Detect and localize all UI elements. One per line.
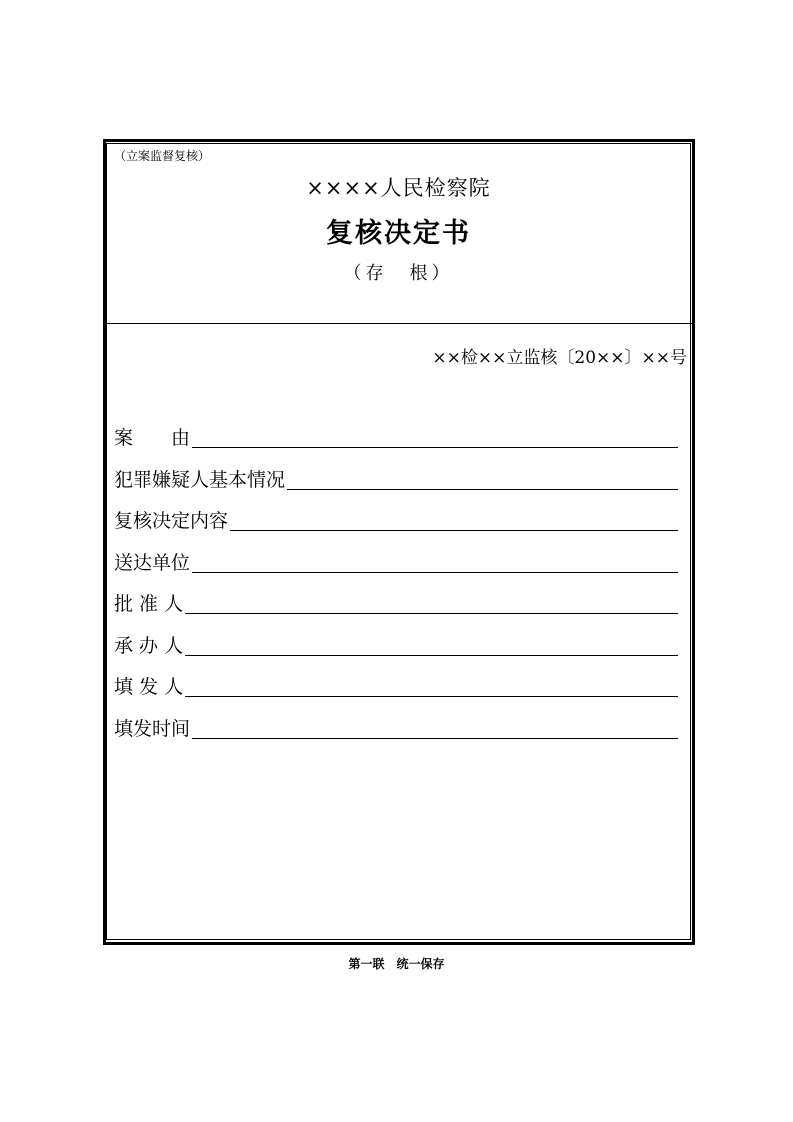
field-suspect-info	[114, 466, 678, 492]
field-label: 批 准 人	[114, 593, 184, 615]
field-delivery-unit	[114, 549, 678, 575]
field-label: 填 发 人	[114, 676, 184, 698]
fill-in-line[interactable]	[230, 508, 678, 531]
fill-in-line[interactable]	[192, 550, 678, 573]
fill-in-line[interactable]	[185, 674, 678, 697]
fill-in-line[interactable]	[185, 591, 678, 614]
field-label: 送达单位	[114, 552, 191, 574]
field-label: 承 办 人	[114, 635, 184, 657]
fill-in-line[interactable]	[192, 425, 678, 448]
form-type-label: （立案监督复核）	[114, 149, 211, 163]
field-issuer	[114, 673, 678, 699]
field-label: 填发时间	[114, 718, 191, 740]
footer-copy-label: 第一联 统一保存	[348, 957, 445, 971]
field-label: 案 由	[114, 427, 191, 449]
field-review-decision	[114, 507, 678, 533]
field-label: 犯罪嫌疑人基本情况	[114, 469, 286, 491]
field-label: 复核决定内容	[114, 510, 229, 532]
organization-title: ××××人民检察院	[306, 176, 491, 200]
field-handler	[114, 632, 678, 658]
fill-in-line[interactable]	[185, 633, 678, 656]
stub-label: （存 根）	[343, 263, 454, 284]
fill-in-line[interactable]	[287, 467, 678, 490]
field-case-cause	[114, 424, 678, 450]
field-issue-time	[114, 715, 678, 741]
header-divider	[106, 323, 692, 324]
field-approver	[114, 590, 678, 616]
document-number: ××检××立监核〔20××〕××号	[432, 348, 687, 368]
fill-in-line[interactable]	[192, 716, 678, 739]
document-title: 复核决定书	[326, 218, 471, 249]
